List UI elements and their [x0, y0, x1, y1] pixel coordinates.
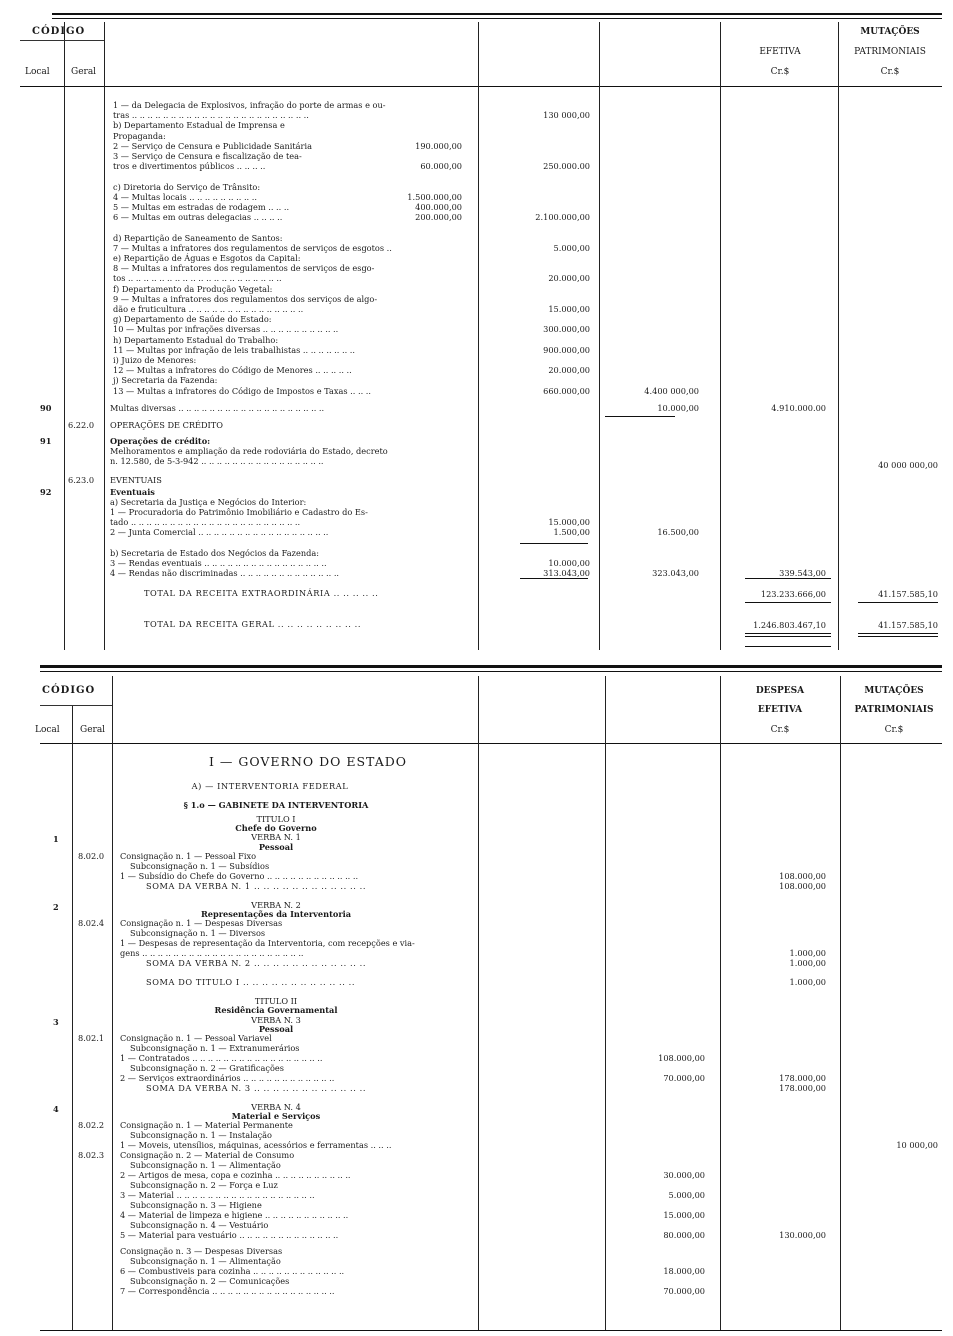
line-text: 4 — Material de limpeza e higiene .. .. .. .. .. .. .. .. .. .. ..: [120, 1210, 349, 1221]
mutacoes-header: MUTAÇÕES: [860, 27, 920, 37]
line-text: 4 — Multas locais .. .. .. .. .. .. .. .. ..: [113, 191, 257, 202]
local-code: 4: [53, 1104, 59, 1114]
line-text: 1 — Contratados .. .. .. .. .. .. .. .. .. .. .. .. .. .. .. .. ..: [120, 1053, 323, 1063]
line-text: 3 — Material .. .. .. .. .. .. .. .. .. .. .. .. .. .. .. .. .. ..: [120, 1190, 315, 1201]
line-text: 7 — Correspondência .. .. .. .. .. .. .. .. .. .. .. .. .. .. .. ..: [120, 1286, 335, 1297]
amount-c5: 108.000,00: [779, 870, 826, 881]
geral-code: 8.02.3: [78, 1150, 105, 1161]
total-geral-label: TOTAL DA RECEITA GERAL .. .. .. .. .. .. .. .. ..: [144, 619, 362, 629]
line-text: VERBA N. 2: [251, 899, 301, 910]
line-text: j) Secretaria da Fazenda:: [113, 375, 218, 386]
amount-c3: 660.000,00: [543, 385, 590, 396]
line-text: TITULO II: [254, 996, 298, 1007]
geral-code: 6.23.0: [68, 475, 95, 485]
line-text: 8 — Multas a infratores dos regulamentos de serviços de esgo-: [113, 263, 375, 274]
amount-c6: 40 000 000,00: [878, 460, 938, 470]
line-text: SOMA DO TITULO I .. .. .. .. .. .. .. .. .. .. .. ..: [146, 977, 356, 988]
amount-c4: 10.000,00: [657, 403, 699, 413]
line-text: gens .. .. .. .. .. .. .. .. .. .. .. .. .. .. .. .. .. .. .. .. ..: [120, 948, 304, 959]
line-text: tras .. .. .. .. .. .. .. .. .. .. .. .. .. .. .. .. .. .. .. .. .. .. ..: [113, 110, 309, 121]
line-text: f) Departamento da Produção Vegetal:: [113, 283, 273, 294]
amount-c5: 1.000,00: [789, 948, 826, 959]
amount-c4: 30.000,00: [663, 1170, 705, 1181]
line-text: Operações de crédito:: [110, 436, 211, 446]
amount-c4: 4.400 000,00: [644, 385, 699, 396]
line-text: VERBA N. 4: [251, 1102, 301, 1112]
line-text: 3 — Rendas eventuais .. .. .. .. .. .. .. .. .. .. .. .. .. .. .. ..: [110, 558, 327, 568]
line-text: 6 — Combustiveis para cozinha .. .. .. .. .. .. .. .. .. .. .. ..: [120, 1266, 345, 1277]
rule: [40, 743, 942, 744]
line-text: 1 — Subsídio do Chefe do Governo .. .. .. .. .. .. .. .. .. .. .. ..: [120, 870, 359, 881]
local-code: 91: [40, 436, 52, 446]
line-text: Melhoramentos e ampliação da rede rodoviária do Estado, decreto: [110, 446, 388, 456]
total-extraordinaria-mutacoes: 41.157.585,10: [878, 589, 938, 599]
local-code: 90: [40, 403, 52, 413]
amount-c3: 130 000,00: [543, 110, 590, 121]
line-text: dão e fruticultura .. .. .. .. .. .. .. .. .. .. .. .. .. .. ..: [113, 304, 304, 314]
line-text: 2 — Junta Comercial .. .. .. .. .. .. .. .. .. .. .. .. .. .. .. .. ..: [110, 527, 329, 537]
amount-c3: 1.500,00: [553, 527, 590, 537]
line-text: b) Departamento Estadual de Imprensa e: [113, 120, 285, 131]
amount-c3: 5.000,00: [553, 242, 590, 253]
line-text: TITULO I: [256, 814, 296, 824]
line-text: Consignação n. 1 — Material Permanente: [120, 1120, 293, 1131]
amount-c5: 178.000,00: [779, 1083, 826, 1093]
line-text: d) Repartição de Saneamento de Santos:: [113, 232, 283, 243]
line-text: Subconsignação n. 1 — Alimentação: [130, 1256, 281, 1267]
amount-c4: 5.000,00: [668, 1190, 705, 1201]
line-text: Subconsignação n. 1 — Subsídios: [130, 860, 270, 871]
line-text: Consignação n. 1 — Pessoal Variavel: [120, 1033, 272, 1043]
subsection-title: A) — INTERVENTORIA FEDERAL: [191, 781, 349, 791]
gabinete-title: § 1.o — GABINETE DA INTERVENTORIA: [183, 800, 369, 810]
mutacoes-unit: Cr.$: [880, 67, 900, 77]
amount-c3: 900.000,00: [543, 344, 590, 355]
line-text: 1 — da Delegacia de Explosivos, infração do porte de armas e ou-: [113, 100, 386, 110]
amount-c2: 1.500.000,00: [407, 191, 462, 202]
line-text: SOMA DA VERBA N. 3 .. .. .. .. .. .. .. .. .. .. .. ..: [146, 1083, 367, 1093]
line-text: Subconsignação n. 1 — Diversos: [130, 928, 266, 939]
amount-c2: 60.000,00: [420, 161, 462, 172]
line-text: 9 — Multas a infratores dos regulamentos dos serviços de algo-: [113, 293, 378, 304]
amount-c3: 15.000,00: [548, 517, 590, 527]
line-text: 2 — Serviços extraordinários .. .. .. .. .. .. .. .. .. .. .. ..: [120, 1073, 335, 1083]
mutacoes-unit: Cr.$: [884, 725, 904, 735]
line-text: VERBA N. 3: [251, 1014, 301, 1025]
section-title: I — GOVERNO DO ESTADO: [208, 754, 408, 769]
line-text: Consignação n. 1 — Pessoal Fixo: [120, 850, 257, 861]
line-text: 10 — Multas por infrações diversas .. .. .. .. .. .. .. .. .. ..: [113, 324, 339, 335]
geral-code: 8.02.1: [78, 1033, 105, 1043]
line-text: Pessoal: [258, 841, 294, 852]
geral-code: 8.02.0: [78, 850, 105, 861]
line-text: 2 — Artigos de mesa, copa e cozinha .. .. .. .. .. .. .. .. .. ..: [120, 1170, 351, 1181]
amount-c6: 10 000,00: [896, 1140, 938, 1151]
local-code: 1: [53, 834, 59, 845]
line-text: Consignação n. 2 — Material de Consumo: [120, 1150, 295, 1161]
line-text: Material e Serviços: [231, 1111, 321, 1122]
amount-c4: 70.000,00: [663, 1286, 705, 1297]
amount-c3: 313.043,00: [543, 568, 590, 578]
amount-c3: 15.000,00: [548, 304, 590, 314]
line-text: tado .. .. .. .. .. .. .. .. .. .. .. .. .. .. .. .. .. .. .. .. .. ..: [110, 517, 301, 527]
efetiva-unit: Cr.$: [770, 725, 790, 735]
amount-c2: 190.000,00: [415, 140, 462, 151]
efetiva-header: EFETIVA: [757, 705, 803, 715]
efetiva-header: EFETIVA: [759, 47, 801, 57]
line-text: 1 — Despesas de representação da Interventoria, com recepções e via-: [120, 938, 415, 949]
local-code: 2: [53, 901, 59, 912]
line-text: SOMA DA VERBA N. 2 .. .. .. .. .. .. .. .. .. .. .. ..: [146, 958, 367, 969]
rule: [40, 665, 942, 668]
amount-c4: 70.000,00: [663, 1073, 705, 1083]
total-geral-mutacoes: 41.157.585,10: [878, 620, 938, 630]
line-text: a) Secretaria da Justiça e Negócios do Interior:: [110, 497, 307, 507]
line-text: h) Departamento Estadual do Trabalho:: [113, 334, 279, 345]
line-text: 6 — Multas em outras delegacias .. .. .. ..: [113, 212, 283, 223]
line-text: Subconsignação n. 4 — Vestuário: [130, 1220, 269, 1231]
line-text: 1 — Moveis, utensílios, máquinas, acessórios e ferramentas .. .. ..: [120, 1140, 392, 1151]
amount-c3: 250.000.00: [543, 161, 590, 172]
amount-c5: 339.543,00: [779, 568, 826, 578]
efetiva-unit: Cr.$: [770, 67, 790, 77]
line-text: Representações da Interventoria: [200, 909, 352, 919]
line-text: Propaganda:: [113, 130, 166, 141]
rule: [52, 18, 942, 19]
local-header: Local: [35, 725, 60, 735]
geral-header: Geral: [80, 725, 106, 735]
codigo-header: CÓDIGO: [32, 26, 86, 37]
line-text: Eventuais: [110, 487, 155, 497]
line-text: n. 12.580, de 5-3-942 .. .. .. .. .. .. .. .. .. .. .. .. .. .. .. ..: [110, 456, 324, 466]
line-text: tros e divertimentos públicos .. .. .. ..: [113, 161, 266, 172]
amount-c5: 130.000,00: [779, 1230, 826, 1241]
line-text: 5 — Material para vestuário .. .. .. .. .. .. .. .. .. .. .. .. ..: [120, 1230, 339, 1241]
amount-c4: 323.043,00: [652, 568, 699, 578]
total-extraordinaria-efetiva: 123.233.666,00: [760, 589, 826, 599]
line-text: Pessoal: [258, 1023, 294, 1034]
line-text: b) Secretaria de Estado dos Negócios da Fazenda:: [110, 548, 319, 558]
total-extraordinaria-label: TOTAL DA RECEITA EXTRAORDINÁRIA .. .. .. .. ..: [144, 588, 379, 598]
line-text: Consignação n. 3 — Despesas Diversas: [120, 1246, 283, 1257]
local-header: Local: [25, 67, 50, 77]
mutacoes-header: MUTAÇÕES: [864, 686, 924, 696]
line-text: c) Diretoria do Serviço de Trânsito:: [113, 181, 261, 192]
line-text: Subconsignação n. 2 — Força e Luz: [130, 1180, 278, 1191]
line-text: 4 — Rendas não discriminadas .. .. .. .. .. .. .. .. .. .. .. .. ..: [110, 568, 340, 578]
line-text: Residência Governamental: [214, 1005, 338, 1016]
codigo-header: CÓDIGO: [42, 685, 96, 696]
amount-c4: 18.000,00: [663, 1266, 705, 1277]
line-text: EVENTUAIS: [110, 475, 162, 485]
rule: [40, 1330, 942, 1331]
line-text: i) Juizo de Menores:: [113, 355, 197, 365]
geral-code: 6.22.0: [68, 420, 95, 430]
patrimoniais-header: PATRIMONIAIS: [854, 47, 926, 57]
amount-c2: 200.000,00: [415, 212, 462, 223]
line-text: 11 — Multas por infração de leis trabalhistas .. .. .. .. .. .. ..: [113, 344, 355, 355]
line-text: Consignação n. 1 — Despesas Diversas: [120, 918, 283, 929]
line-text: Subconsignação n. 1 — Extranumerários: [130, 1043, 300, 1053]
despesa-header: DESPESA: [755, 686, 805, 696]
amount-c2: 400.000,00: [415, 202, 462, 212]
line-text: Subconsignação n. 3 — Higiene: [130, 1200, 262, 1211]
amount-c3: 20.000,00: [548, 273, 590, 284]
line-text: 13 — Multas a infratores do Código de Impostos e Taxas .. .. ..: [113, 385, 372, 396]
amount-c5: 4.910.000.00: [771, 403, 826, 413]
amount-c3: 300.000,00: [543, 324, 590, 335]
amount-c4: 15.000,00: [663, 1210, 705, 1221]
line-text: Subconsignação n. 2 — Comunicações: [130, 1276, 290, 1287]
local-code: 3: [53, 1016, 59, 1027]
rule: [52, 13, 942, 15]
line-text: 2 — Serviço de Censura e Publicidade Sanitária: [113, 140, 312, 151]
amount-c4: 80.000,00: [663, 1230, 705, 1241]
line-text: 1 — Procuradoria do Patrimônio Imobiliário e Cadastro do Es-: [110, 507, 368, 517]
geral-code: 8.02.4: [78, 918, 105, 929]
patrimoniais-header: PATRIMONIAIS: [854, 705, 934, 715]
amount-c3: 10.000,00: [548, 558, 590, 568]
line-text: g) Departamento de Saúde do Estado:: [113, 314, 272, 325]
line-text: OPERAÇÕES DE CRÉDITO: [110, 420, 223, 430]
line-text: e) Repartição de Águas e Esgotos da Capital:: [113, 253, 301, 263]
line-text: VERBA N. 1: [251, 832, 301, 843]
line-text: Subconsignação n. 2 — Gratificações: [130, 1063, 284, 1073]
geral-header: Geral: [71, 67, 97, 77]
amount-c4: 16.500,00: [657, 527, 699, 537]
amount-c5: 178.000,00: [779, 1073, 826, 1083]
line-text: 7 — Multas a infratores dos regulamentos de serviços de esgotos ..: [113, 242, 392, 253]
line-text: tos .. .. .. .. .. .. .. .. .. .. .. .. .. .. .. .. .. .. .. ..: [113, 273, 282, 284]
rule: [20, 86, 942, 87]
line-text: Subconsignação n. 1 — Alimentação: [130, 1160, 281, 1171]
geral-code: 8.02.2: [78, 1120, 105, 1131]
line-text: 12 — Multas a infratores do Código de Menores .. .. .. .. ..: [113, 365, 352, 376]
line-text: Chefe do Governo: [235, 823, 317, 834]
amount-c5: 1.000,00: [789, 958, 826, 969]
total-geral-efetiva: 1.246.803.467,10: [753, 620, 826, 630]
local-code: 92: [40, 487, 52, 497]
amount-c3: 2.100.000,00: [535, 212, 590, 223]
amount-c5: 108.000,00: [779, 880, 826, 891]
rule: [40, 671, 942, 672]
line-text: Multas diversas .. .. .. .. .. .. .. .. .. .. .. .. .. .. .. .. .. .. ..: [110, 403, 325, 413]
amount-c3: 20.000,00: [548, 365, 590, 376]
line-text: Subconsignação n. 1 — Instalação: [130, 1130, 272, 1141]
line-text: SOMA DA VERBA N. 1 .. .. .. .. .. .. .. .. .. .. .. ..: [146, 880, 367, 891]
line-text: 5 — Multas em estradas de rodagem .. .. ..: [113, 202, 290, 212]
line-text: 3 — Serviço de Censura e fiscalização de tea-: [113, 151, 302, 161]
amount-c4: 108.000,00: [658, 1053, 705, 1063]
amount-c5: 1.000,00: [789, 977, 826, 988]
